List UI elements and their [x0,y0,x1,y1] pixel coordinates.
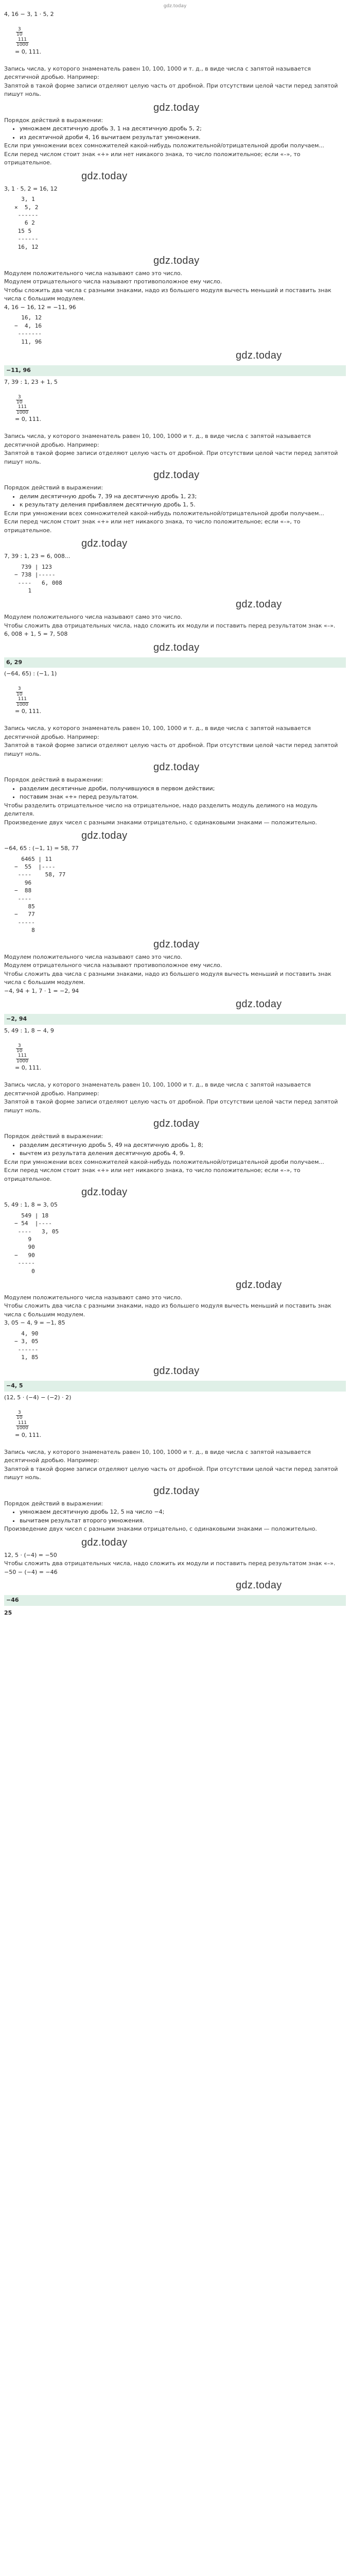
calculation: 5, 49 : 1, 8 = 3, 05 [4,1201,58,1209]
fraction-example [4,386,346,432]
column-division: 739 | 123 − 738 |----- ---- 6, 008 1 [14,563,62,594]
column-multiplication: 3, 1 × 5, 2 ------ 6 2 15 5 ------ 16, 12 [14,196,39,250]
answer-badge: −46 [4,1595,346,1606]
rule-text: Запятой в такой форме записи отделяют целую часть от дробной. При отсутствии целой части перед запятой пишут ноль. [4,82,340,98]
step-item: • разделим десятичные дроби, получившуюся в первом действии; [20,785,346,793]
rule-text: Порядок действий в выражении: [4,776,103,784]
step-item: • умножаем десятичную дробь 12, 5 на число −4; [20,1508,346,1517]
step-item: • разделим десятичную дробь 5, 49 на десятичную дробь 1, 8; [20,1141,346,1150]
rule-text: Модулем отрицательного числа называют противоположное ему число. [4,962,222,969]
rule-text: Порядок действий в выражении: [4,116,103,124]
fraction: $\frac{3}{10}$ [16,394,23,405]
watermark: gdz.today [153,101,200,113]
answer-badge: −4, 5 [4,1381,346,1392]
fraction: $\frac{111}{1000}$ [16,1053,28,1064]
fraction-result: = 0, 111. [14,416,42,423]
expression: 4, 16 − 3, 1 · 5, 2 [4,11,54,18]
calculation: 3, 1 · 5, 2 = 16, 12 [4,185,58,192]
watermark: gdz.today [81,830,128,842]
column-subtraction: 4, 90 − 3, 05 ------ 1, 85 [14,1330,39,1361]
expression: 5, 49 : 1, 8 − 4, 9 [4,1027,54,1034]
rule-text: Чтобы сложить два числа с разными знаками, надо из большего модуля вычесть меньший и поставить знак числа с большим модулем. [4,970,334,986]
site-header[interactable]: gdz.today [163,4,187,9]
watermark: gdz.today [153,255,200,266]
rule-text: Запятой в такой форме записи отделяют целую часть от дробной. При отсутствии целой части перед запятой пишут ноль. [4,1098,340,1114]
watermark: gdz.today [236,599,282,611]
expression: (−64, 65) : (−1, 1) [4,670,57,677]
rule-text: Если при умножении всех сомножителей какой-нибудь положительной/отрицательной дроби получаем... [4,510,324,517]
rule-text: Чтобы сложить два отрицательных числа, надо сложить их модули и поставить перед результатом знак «–». [4,622,336,629]
steps-list [4,1508,346,1525]
fraction-example [4,679,346,724]
watermark: gdz.today [236,1279,282,1291]
fraction-result: = 0, 111. [14,1064,42,1072]
solution-section-5 [4,1394,346,1606]
steps-list [4,1141,346,1158]
watermark: gdz.today [153,469,200,481]
rule-text: Произведение двух чисел с разными знаками отрицательно, с одинаковыми знаками — положительно. [4,819,317,826]
watermark: gdz.today [153,938,200,950]
fraction: $\frac{3}{10}$ [16,1410,23,1421]
rule-text: Порядок действий в выражении: [4,484,103,492]
calculation: −64, 65 : (−1, 1) = 58, 77 [4,845,79,852]
fraction-example [4,1035,346,1081]
fraction: $\frac{3}{10}$ [16,27,23,38]
rule-text: Модулем положительного числа называют само это число. [4,614,183,621]
expression: (12, 5 · (−4) − (−2) · 2) [4,1394,72,1401]
steps-list [4,785,346,802]
watermark: gdz.today [236,350,282,362]
fraction-example [4,19,346,65]
solution-section-4 [4,1027,346,1392]
fraction-example [4,1402,346,1448]
column-subtraction: 16, 12 − 4, 16 ------- 11, 96 [14,314,42,345]
rule-text: Порядок действий в выражении: [4,1500,103,1507]
step-item: • вычитаем результат второго умножения. [20,1517,346,1526]
fraction: $\frac{111}{1000}$ [16,404,28,415]
steps-list [4,125,346,142]
watermark: gdz.today [81,1536,128,1548]
rule-text: Произведение двух чисел с разными знаками отрицательно, с одинаковыми знаками — положительно. [4,1526,317,1533]
watermark: gdz.today [153,1485,200,1497]
answer-badge: 6, 29 [4,657,346,668]
rule-text: Модулем положительного числа называют само это число. [4,1294,183,1301]
watermark: gdz.today [153,1365,200,1377]
fraction: $\frac{111}{1000}$ [16,1420,28,1431]
watermark: gdz.today [153,1118,200,1130]
fraction-result: = 0, 111. [14,708,42,715]
rule-text: Запись числа, у которого знаменатель равен 10, 100, 1000 и т. д., в виде числа с запятой называется десятичной дробью. Например: [4,433,313,448]
fraction: $\frac{3}{10}$ [16,1043,23,1054]
calculation: 12, 5 · (−4) = −50 [4,1551,57,1558]
steps-list [4,493,346,510]
calculation: −4, 94 + 1, 7 · 1 = −2, 94 [4,987,79,994]
solution-section-2 [4,378,346,668]
rule-text: Если перед числом стоит знак «+» или нет никакого знака, то число положительное; если «–», то отрицательное. [4,1167,303,1182]
solution-section-3 [4,670,346,1024]
fraction: $\frac{3}{10}$ [16,686,23,697]
watermark: gdz.today [81,1187,128,1198]
expression: 7, 39 : 1, 23 + 1, 5 [4,378,58,385]
rule-text: Модулем положительного числа называют само это число. [4,953,183,960]
calculation: 3, 05 − 4, 9 = −1, 85 [4,1319,65,1327]
column-division: 6465 | 11 − 55 |---- ---- 58, 77 96 − 88 ---- 85 − 77 ----- 8 [14,855,66,934]
column-division: 549 | 18 − 54 |---- ---- 3, 05 9 90 − 90 ----- 0 [14,1212,59,1275]
step-item: • к результату деления прибавляем десятичную дробь 1, 5. [20,501,346,510]
page-number: 25 [4,1609,12,1616]
rule-text: Если при умножении всех сомножителей какой-нибудь положительной/отрицательной дроби получаем... [4,142,324,149]
fraction: $\frac{111}{1000}$ [16,697,28,707]
rule-text: Чтобы сложить два числа с разными знаками, надо из большего модуля вычесть меньший и поставить знак числа с большим модулем. [4,1302,334,1318]
rule-text: Чтобы разделить отрицательное число на отрицательное, надо разделить модуль делимого на модуль делителя. [4,802,320,818]
calculation: 7, 39 : 1, 23 = 6, 008... [4,553,71,560]
fraction-result: = 0, 111. [14,48,42,55]
rule-text: Порядок действий в выражении: [4,1133,103,1140]
step-item: • вычтем из результата деления десятичную дробь 4, 9. [20,1149,346,1158]
watermark: gdz.today [153,761,200,773]
solution-section-1 [4,10,346,376]
calculation: −50 − (−4) = −46 [4,1568,58,1575]
step-item: • поставим знак «+» перед результатом. [20,793,346,802]
rule-text: Чтобы сложить два отрицательных числа, надо сложить их модули и поставить перед результатом знак «–». [4,1560,336,1567]
fraction-result: = 0, 111. [14,1431,42,1438]
rule-text: Запись числа, у которого знаменатель равен 10, 100, 1000 и т. д., в виде числа с запятой называется десятичной дробью. Например: [4,1448,313,1464]
calculation: 4, 16 − 16, 12 = −11, 96 [4,303,76,311]
rule-text: Запятой в такой форме записи отделяют целую часть от дробной. При отсутствии целой части перед запятой пишут ноль. [4,450,340,465]
rule-text: Чтобы сложить два числа с разными знаками, надо из большего модуля вычесть меньший и поставить знак числа с большим модулем. [4,286,334,302]
rule-text: Если при умножении всех сомножителей какой-нибудь положительной/отрицательной дроби получаем... [4,1158,324,1165]
step-item: • из десятичной дроби 4, 16 вычитаем результат умножения. [20,133,346,142]
rule-text: Запись числа, у которого знаменатель равен 10, 100, 1000 и т. д., в виде числа с запятой называется десятичной дробью. Например: [4,65,313,81]
rule-text: Модулем положительного числа называют само это число. [4,269,183,277]
rule-text: Запятой в такой форме записи отделяют целую часть от дробной. При отсутствии целой части перед запятой пишут ноль. [4,1465,340,1481]
answer-badge: −2, 94 [4,1014,346,1025]
step-item: • умножаем десятичную дробь 3, 1 на десятичную дробь 5, 2; [20,125,346,133]
rule-text: Если перед числом стоит знак «+» или нет никакого знака, то число положительное; если «–», то отрицательное. [4,150,303,166]
answer-badge: −11, 96 [4,365,346,376]
calculation: 6, 008 + 1, 5 = 7, 508 [4,631,68,638]
rule-text: Запятой в такой форме записи отделяют целую часть от дробной. При отсутствии целой части перед запятой пишут ноль. [4,742,340,757]
watermark: gdz.today [81,170,128,182]
rule-text: Запись числа, у которого знаменатель равен 10, 100, 1000 и т. д., в виде числа с запятой называется десятичной дробью. Например: [4,1081,313,1097]
rule-text: Модулем отрицательного числа называют противоположное ему число. [4,278,222,285]
step-item: • делим десятичную дробь 7, 39 на десятичную дробь 1, 23; [20,493,346,501]
fraction: $\frac{111}{1000}$ [16,37,28,48]
watermark: gdz.today [236,1580,282,1591]
watermark: gdz.today [236,998,282,1010]
watermark: gdz.today [81,538,128,550]
rule-text: Запись числа, у которого знаменатель равен 10, 100, 1000 и т. д., в виде числа с запятой называется десятичной дробью. Например: [4,725,313,740]
watermark: gdz.today [153,641,200,653]
rule-text: Если перед числом стоит знак «+» или нет никакого знака, то число положительное; если «–», то отрицательное. [4,518,303,534]
